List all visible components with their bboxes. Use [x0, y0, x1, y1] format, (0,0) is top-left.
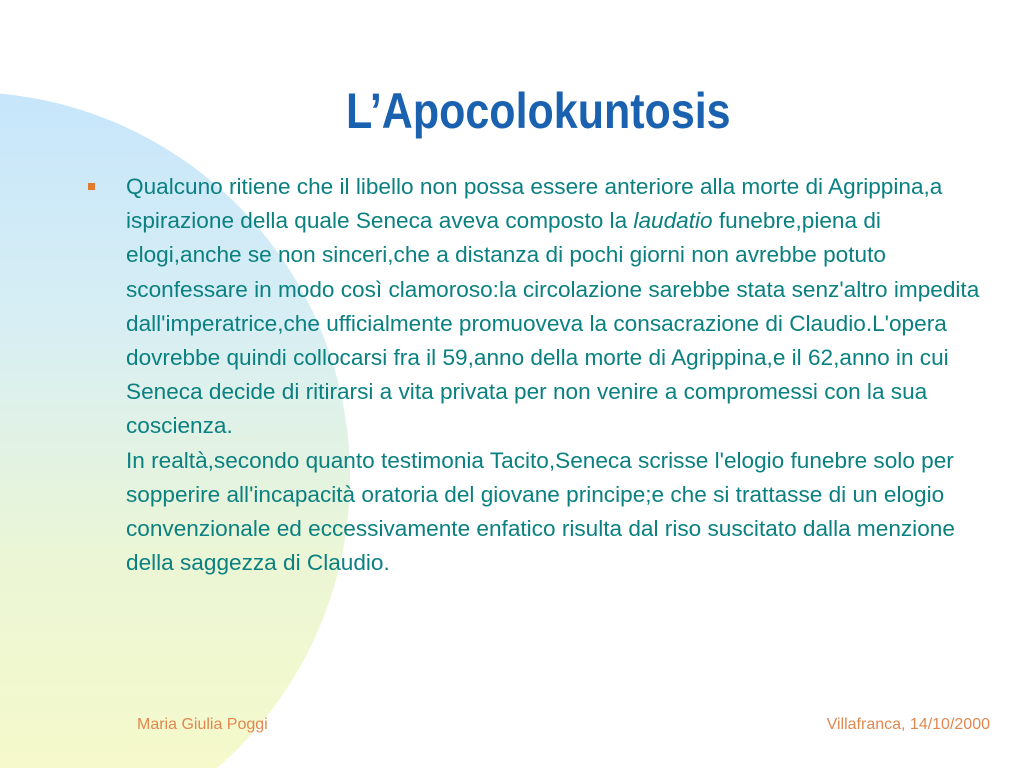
- slide-body: [88, 170, 988, 580]
- italic-term: laudatio: [633, 208, 713, 234]
- square-bullet-icon: [88, 183, 95, 190]
- body-paragraph-1: [126, 170, 988, 444]
- footer-author: Maria Giulia Poggi: [137, 716, 268, 733]
- footer-place-date: Villafranca, 14/10/2000: [826, 716, 990, 733]
- slide-title: L’Apocolokuntosis: [345, 83, 731, 139]
- paragraph-1-text-start: Qualcuno ritiene che il libello non possa essere anteriore alla morte di Agrippina,a ispirazione della quale Seneca aveva composto la: [126, 174, 943, 234]
- body-paragraph-2: In realtà,secondo quanto testimonia Tacito,Seneca scrisse l'elogio funebre solo per sopperire all'incapacità oratoria del giovane principe;e che si trattasse di un elogio convenzionale ed eccessivamente enfatico risulta dal riso suscitato dalla menzione della saggezza di Claudio.: [126, 447, 955, 576]
- paragraph-1-text-end: funebre,piena di elogi,anche se non sinceri,che a distanza di pochi giorni non avrebbe potuto sconfessare in modo così clamoroso:la circolazione sarebbe stata senz'altro impedita dall'imperatrice,che ufficialmente promuoveva la consacrazione di Claudio.L'opera dovrebbe quindi collocarsi fra il 59,anno della morte di Agrippina,e il 62,anno in cui Seneca decide di ritirarsi a vita privata per non venire a compromessi con la sua coscienza.: [126, 208, 980, 439]
- bullet-item: [88, 170, 988, 580]
